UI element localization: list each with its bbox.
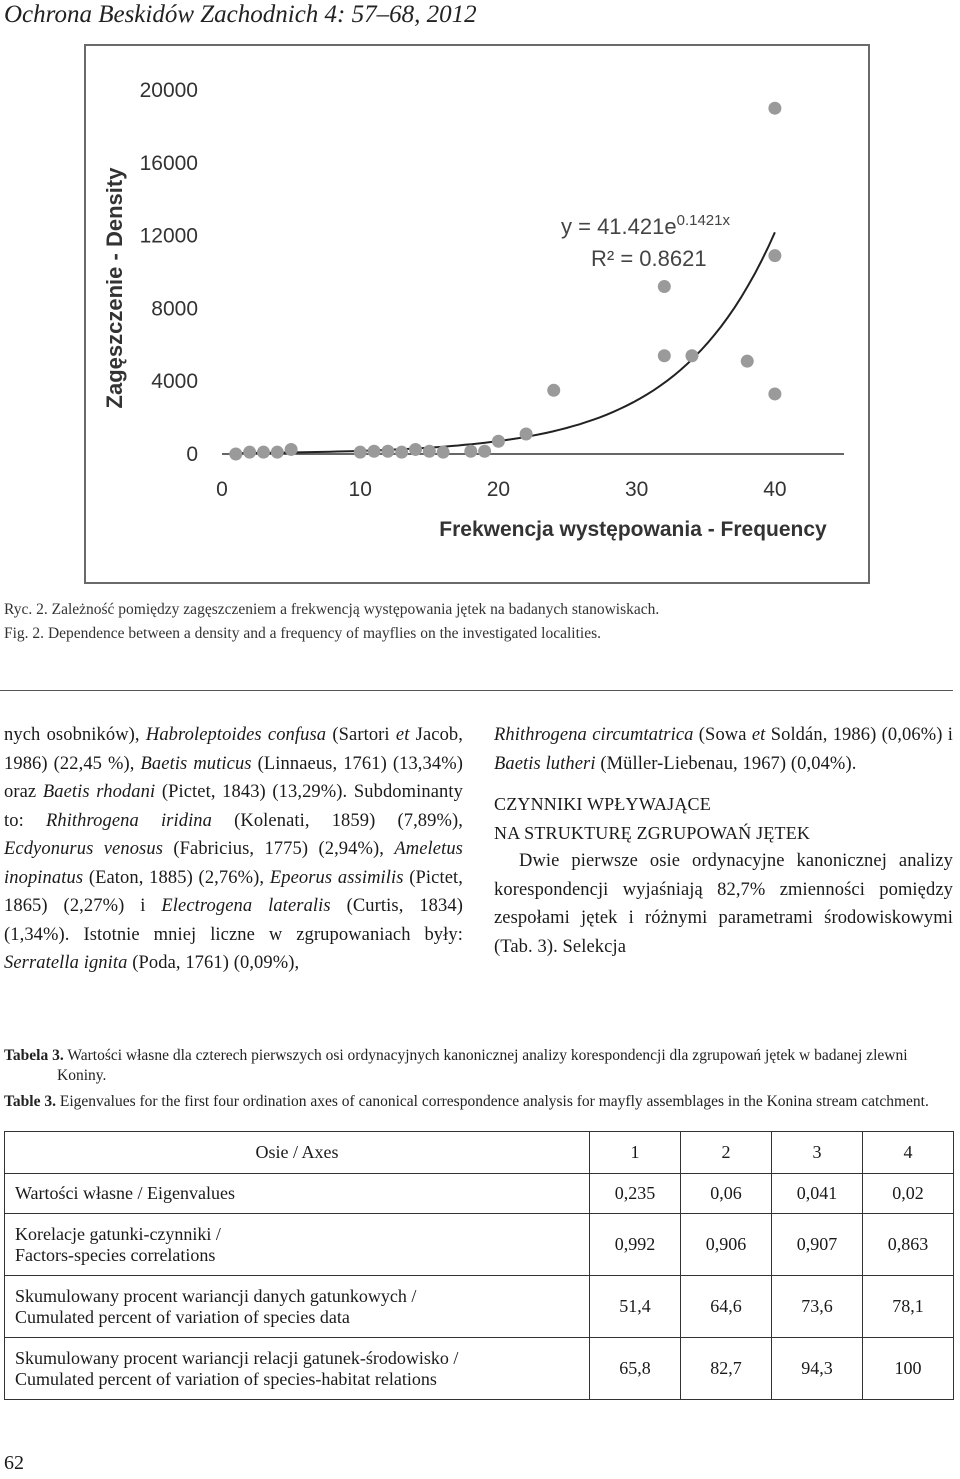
data-point [381,445,394,458]
table-cell: 0,906 [681,1214,772,1276]
section-heading [494,790,953,847]
y-tick-label: 4000 [151,370,198,394]
text-run: (Kolenati, 1859) (7,89%), [212,810,463,831]
chart-svg [86,46,868,582]
journal-header: Ochrona Beskidów Zachodnich 4: 57–68, 2012 [4,1,477,28]
figure-caption-pl [4,601,659,619]
table-cell: 64,6 [681,1276,772,1338]
data-point [685,349,698,362]
data-point [478,445,491,458]
data-point [229,448,242,461]
taxon-name: et [751,725,766,745]
text-run: nych osobników), [4,725,146,745]
table-cell: 94,3 [772,1338,863,1400]
right-paragraph: Dwie pierwsze osie ordynacyjne kanonicznej analizy korespondencji wyjaśniają 82,7% zmienności pomiędzy zespołami jętek i różnymi parametrami środowiskowymi (Tab. 3). Selekcja [494,851,953,957]
data-point [395,446,408,459]
row-label-line: Korelacje gatunki-czynniki / [15,1223,221,1244]
row-label-line: Factors-species correlations [15,1244,216,1265]
x-tick-label: 40 [763,478,787,501]
table-header-cell: 3 [772,1132,863,1174]
table-cell: 51,4 [590,1276,681,1338]
data-point [768,249,781,262]
taxon-name: Rhithrogena circumtatrica [494,725,694,745]
r-squared: R² = 0.8621 [591,246,707,271]
eigenvalue-table [4,1131,954,1400]
page-number: 62 [4,1452,24,1474]
data-point [492,435,505,448]
row-label [5,1174,590,1214]
text-run: (Sowa [693,725,752,745]
table-cell: 65,8 [590,1338,681,1400]
body-text-left [4,721,463,978]
table-row [5,1276,954,1338]
taxon-name: Ameletus inopinatus [4,839,463,888]
trend-equation [561,212,730,239]
table-cell: 73,6 [772,1276,863,1338]
taxon-name: Rhithrogena iridina [45,810,213,831]
table-header-cell: 2 [681,1132,772,1174]
ryc-text: Zależność pomiędzy zagęszczeniem a frekwencją występowania jętek na badanych stanowiskach. [51,601,660,618]
y-tick-label: 16000 [139,151,198,175]
ryc-label: Ryc. 2. [4,601,48,618]
data-point [658,349,671,362]
row-label-line: Skumulowany procent wariancji danych gatunkowych / [15,1285,417,1306]
text-run: (Curtis, 1834) (1,34%). Istotnie mniej liczne w zgrupowaniach były: [4,896,463,945]
table-cell: 82,7 [681,1338,772,1400]
equation-exponent: 0.1421x [676,212,730,229]
data-point [409,443,422,456]
table-cell: 100 [863,1338,954,1400]
taxon-name: Baetis rhodani [42,782,156,802]
text-run: (Poda, 1761) (0,09%), [127,953,300,973]
y-axis-title: Zagęszczenie - Density [102,167,127,409]
section-heading-line-2: NA STRUKTURĘ ZGRUPOWAŃ JĘTEK [494,822,811,843]
right-intro-paragraph [494,721,953,778]
data-point [437,446,450,459]
taxon-name: Baetis muticus [140,753,252,774]
x-tick-label: 0 [216,478,228,501]
x-tick-label: 30 [624,478,649,501]
table-row [5,1338,954,1400]
text-run: (Linnaeus, 1761) (13,34%) oraz [4,753,463,802]
data-point [464,445,477,458]
table-cell: 0,235 [590,1174,681,1214]
x-axis-title: Frekwencja występowania - Frequency [439,518,827,541]
data-point [768,102,781,115]
data-point [520,427,533,440]
row-label [5,1338,590,1400]
section-heading-line-1: CZYNNIKI WPŁYWAJĄCE [494,794,711,814]
equation-base: y = 41.421e [561,214,677,239]
table-row [5,1214,954,1276]
fig-text: Dependence between a density and a frequency of mayflies on the investigated localities. [47,625,601,642]
left-paragraph [4,721,463,978]
text-run: (Pictet, 1865) (2,27%) i [4,867,463,916]
table-cell: 0,02 [863,1174,954,1214]
row-label [5,1276,590,1338]
taxon-name: Epeorus assimilis [269,867,404,888]
table-text: Eigenvalues for the first four ordination axes of canonical correspondence analysis for mayfly assemblages in the Konina stream catchment. [59,1093,929,1110]
taxon-name: Baetis lutheri [494,753,596,774]
tabela-text: Wartości własne dla czterech pierwszych osi ordynacyjnych kanonicznej analizy korespondencji dla zgrupowań jętek w badanej zlewni [67,1047,908,1064]
table-cell: 0,06 [681,1174,772,1214]
data-point [354,446,367,459]
taxon-name: Habroleptoides confusa [145,725,327,745]
data-point [257,446,270,459]
table-header-axes: Osie / Axes [5,1132,590,1174]
data-point [741,355,754,368]
text-run: (Pictet, 1843) (13,29%). Subdominanty to: [4,782,463,831]
table-row [5,1174,954,1214]
table-cell: 0,907 [772,1214,863,1276]
table-cell: 78,1 [863,1276,954,1338]
taxon-name: Ecdyonurus venosus [4,839,163,859]
taxon-name: Serratella ignita [4,953,128,973]
row-label-line: Wartości własne / Eigenvalues [15,1183,235,1203]
taxon-name: et [395,725,410,745]
data-point [658,280,671,293]
table-cell: 0,992 [590,1214,681,1276]
body-text-right [494,721,953,961]
row-label-line: Cumulated percent of variation of species data [15,1306,350,1327]
text-run: Soldán, 1986) (0,06%) i [765,725,953,745]
table-caption-en [4,1092,929,1112]
text-run: Jacob, 1986) (22,45 %), [4,725,464,774]
separator-rule [0,690,953,691]
data-point [547,384,560,397]
data-point [271,446,284,459]
y-tick-label: 20000 [139,79,198,102]
table-header-cell: 1 [590,1132,681,1174]
tabela-text-cont: Koniny. [57,1067,107,1084]
table-caption-pl [4,1046,908,1086]
text-run: (Müller-Liebenau, 1967) (0,04%). [595,753,857,774]
data-point [368,445,381,458]
density-frequency-chart [84,44,870,584]
row-label [5,1214,590,1276]
fig-label: Fig. 2. [4,625,45,642]
data-point [768,387,781,400]
row-label-line: Skumulowany procent wariancji relacji gatunek-środowisko / [15,1347,459,1368]
tabela-label: Tabela 3. [4,1047,64,1064]
y-tick-label: 8000 [151,297,198,321]
x-tick-label: 10 [348,478,372,501]
text-run: (Sartori [326,725,396,745]
table-header-cell: 4 [863,1132,954,1174]
figure-caption-en [4,625,601,643]
text-run: (Fabricius, 1775) (2,94%), [163,839,395,859]
data-point [243,446,256,459]
row-label-line: Cumulated percent of variation of species-habitat relations [15,1368,437,1389]
y-tick-label: 12000 [139,224,198,248]
y-tick-label: 0 [186,443,198,466]
table-cell: 0,041 [772,1174,863,1214]
data-point [285,443,298,456]
table-header-row [5,1132,954,1174]
taxon-name: Electrogena lateralis [161,896,331,916]
text-run: (Eaton, 1885) (2,76%), [83,867,270,888]
table-label: Table 3. [4,1093,56,1110]
table-cell: 0,863 [863,1214,954,1276]
data-point [423,445,436,458]
x-tick-label: 20 [486,478,511,501]
